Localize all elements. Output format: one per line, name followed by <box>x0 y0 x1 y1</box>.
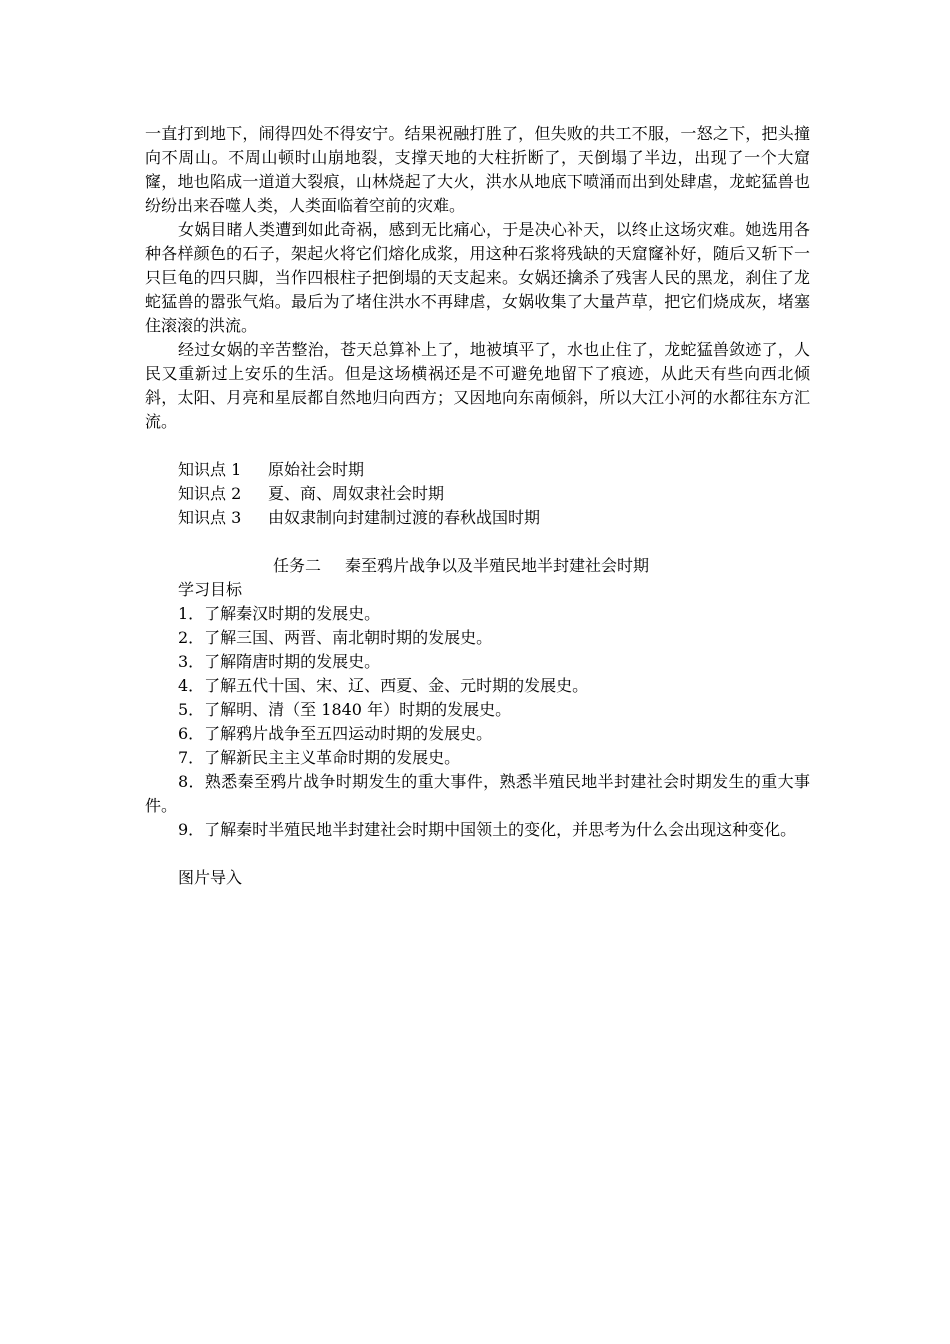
picture-intro-heading: 图片导入 <box>178 868 243 887</box>
learning-goals-heading: 学习目标 <box>178 580 243 599</box>
learning-goal-item: 2．了解三国、两晋、南北朝时期的发展史。 <box>178 628 493 647</box>
knowledge-point-label: 知识点 1 <box>178 460 242 479</box>
story-paragraph-2: 女娲目睹人类遭到如此奇祸，感到无比痛心，于是决心补天，以终止这场灾难。她选用各种各样颜色的石子，架起火将它们熔化成浆，用这种石浆将残缺的天窟窿补好，随后又斩下一只巨龟的四只脚，当作四根柱子把倒塌的天支起来。女娲还擒杀了残害人民的黑龙，刹住了龙蛇猛兽的嚣张气焰。最后为了堵住洪水不再肆虐，女娲收集了大量芦草，把它们烧成灰，堵塞住滚滚的洪流。 <box>145 220 810 335</box>
story-paragraph-3: 经过女娲的辛苦整治，苍天总算补上了，地被填平了，水也止住了，龙蛇猛兽敛迹了，人民又重新过上安乐的生活。但是这场横祸还是不可避免地留下了痕迹，从此天有些向西北倾斜，太阳、月亮和星辰都自然地归向西方；又因地向东南倾斜，所以大江小河的水都往东方汇流。 <box>145 340 810 431</box>
task-title: 秦至鸦片战争以及半殖民地半封建社会时期 <box>345 556 650 575</box>
knowledge-point-text: 夏、商、周奴隶社会时期 <box>268 484 445 503</box>
knowledge-point-3 <box>145 506 810 530</box>
learning-goal-item: 4．了解五代十国、宋、辽、西夏、金、元时期的发展史。 <box>178 676 589 695</box>
learning-goal-item: 7．了解新民主主义革命时期的发展史。 <box>178 748 461 767</box>
spacer <box>145 842 810 866</box>
learning-goal-item: 3．了解隋唐时期的发展史。 <box>178 652 381 671</box>
knowledge-point-2 <box>145 482 810 506</box>
learning-goal-item: 1．了解秦汉时期的发展史。 <box>178 604 381 623</box>
story-paragraph-1: 一直打到地下，闹得四处不得安宁。结果祝融打胜了，但失败的共工不服，一怒之下，把头撞向不周山。不周山顿时山崩地裂，支撑天地的大柱折断了，天倒塌了半边，出现了一个大窟窿，地也陷成一道道大裂痕，山林烧起了大火，洪水从地底下喷涌而出到处肆虐，龙蛇猛兽也纷纷出来吞噬人类，人类面临着空前的灾难。 <box>145 124 810 215</box>
task-heading <box>145 554 810 578</box>
task-number: 任务二 <box>273 556 322 575</box>
document-page <box>145 122 810 890</box>
learning-goal-item: 8．熟悉秦至鸦片战争时期发生的重大事件，熟悉半殖民地半封建社会时期发生的重大事件。 <box>145 772 810 815</box>
knowledge-point-1 <box>145 458 810 482</box>
spacer <box>145 434 810 458</box>
spacer <box>145 530 810 554</box>
knowledge-point-label: 知识点 2 <box>178 484 242 503</box>
learning-goals-list <box>145 602 810 842</box>
learning-goal-item: 6．了解鸦片战争至五四运动时期的发展史。 <box>178 724 493 743</box>
learning-goal-item: 9．了解秦时半殖民地半封建社会时期中国领土的变化，并思考为什么会出现这种变化。 <box>178 820 797 839</box>
knowledge-point-label: 知识点 3 <box>178 508 242 527</box>
learning-goal-item: 5．了解明、清（至 1840 年）时期的发展史。 <box>178 700 512 719</box>
knowledge-point-list <box>145 458 810 530</box>
knowledge-point-text: 原始社会时期 <box>268 460 365 479</box>
knowledge-point-text: 由奴隶制向封建制过渡的春秋战国时期 <box>268 508 541 527</box>
